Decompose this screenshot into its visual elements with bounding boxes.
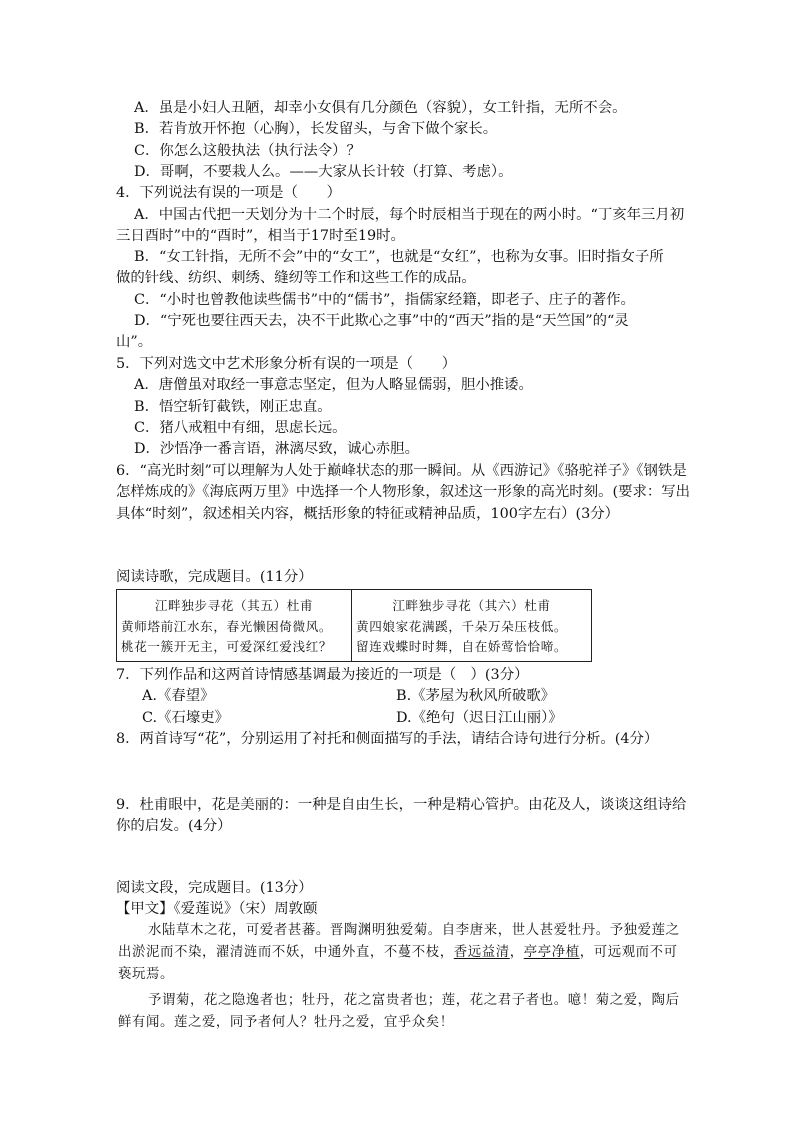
q6-line-1: 6．“高光时刻”可以理解为人处于巅峰状态的那一瞬间。从《西游记》《骆驼祥子》《钢铁是: [116, 463, 687, 479]
q6-line-3: 具体“时刻”，叙述相关内容，概括形象的特征或精神品质，100字左右）(3分）: [116, 506, 620, 522]
poem-1-title: 江畔独步寻花（其五）杜甫: [154, 598, 314, 613]
poem-table: [116, 589, 592, 662]
poem-cell-2: [352, 590, 592, 662]
q4-stem: 4．下列说法有误的一项是（ ）: [116, 185, 342, 201]
q7-option-d: D.《绝句（迟日江山丽）》: [396, 710, 563, 726]
q9-line-1: 9．杜甫眼中，花是美丽的：一种是自由生长，一种是精心管护。由花及人，谈谈这组诗给: [116, 797, 687, 813]
q5-option-b: B．悟空斩钉截铁，刚正忠直。: [134, 399, 332, 415]
poem-2-title: 江畔独步寻花（其六）杜甫: [392, 598, 551, 613]
q4-option-a: A．中国古代把一天划分为十二个时辰，每个时辰相当于现在的两小时。“丁亥年三月初: [134, 207, 685, 223]
jiawen-p1-line-3: 亵玩焉。: [118, 967, 174, 982]
q5-option-a: A．唐僧虽对取经一事意志坚定，但为人略显儒弱，胆小推诿。: [134, 377, 533, 393]
underlined-phrase-1: 香远益清: [453, 945, 510, 960]
q4-option-d: D．“宁死也要往西天去，决不干此欺心之事”中的“西天”指的是“天竺国”的“灵: [134, 313, 629, 329]
q7-option-b: B.《茅屋为秋风所破歌》: [396, 688, 556, 704]
jiawen-p2-line-2: 鲜有闻。莲之爱，同予者何人？牡丹之爱，宜乎众矣！: [118, 1015, 454, 1030]
jiawen-text-tail: ，可远观而不可: [579, 945, 678, 960]
poem-cell-1: [117, 590, 352, 662]
jiawen-p2-line-1: 予谓菊，花之隐逸者也；牡丹，花之富贵者也；莲，花之君子者也。噫！菊之爱，陶后: [148, 993, 680, 1008]
underlined-phrase-2: 亭亭净植: [523, 945, 580, 960]
q4-option-a-cont: 三日酉时”中的“酉时”，相当于17时至19时。: [116, 228, 405, 244]
jiawen-p1-line-2: [118, 943, 678, 963]
jiawen-p1-line-1: 水陆草木之花，可爱者甚蕃。晋陶渊明独爱菊。自李唐来，世人甚爱牡丹。予独爱莲之: [148, 923, 680, 938]
q5-option-c: C．猪八戒粗中有细，思虑长远。: [134, 420, 347, 436]
poem-2-line-2: 留连戏蝶时时舞，自在娇莺恰恰啼。: [356, 639, 568, 654]
q3-option-a: A．虽是小妇人丑陋，却幸小女俱有几分颜色（容貌），女工针指，无所不会。: [134, 100, 627, 116]
q7-stem: 7．下列作品和这两首诗情感基调最为接近的一项是（ ）(3分）: [116, 667, 529, 683]
q9-line-2: 你的启发。(4分）: [116, 818, 232, 834]
poem-1-line-2: 桃花一簇开无主，可爱深红爱浅红？: [121, 639, 333, 654]
q6-line-2: 怎样炼成的》《海底两万里》中选择一个人物形象，叙述这一形象的高光时刻。(要求：写出: [116, 484, 691, 500]
prose-section-heading: 阅读文段，完成题目。(13分）: [116, 880, 313, 896]
q3-option-c: C．你怎么这般执法（执行法令）？: [134, 143, 361, 159]
q4-option-c: C．“小时也曾教他读些儒书”中的“儒书”，指儒家经籍，即老子、庄子的著作。: [134, 292, 635, 308]
q4-option-b-cont: 做的针线、纺织、刺绣、缝纫等工作和这些工作的成品。: [116, 270, 476, 286]
jiawen-title: 【甲文】《爱莲说》（宋）周敦颐: [116, 901, 318, 917]
q4-option-b: B．“女工针指，无所不会”中的“女工”，也就是“女红”，也称为女事。旧时指女子所: [134, 249, 664, 265]
jiawen-text-sep: ，: [509, 945, 524, 960]
q4-option-d-cont: 山”。: [116, 334, 153, 350]
poem-1-line-1: 黄师塔前江水东，春光懒困倚微风。: [121, 618, 333, 634]
poem-section-heading: 阅读诗歌，完成题目。(11分）: [116, 569, 313, 585]
q8-stem: 8．两首诗写“花”，分别运用了衬托和侧面描写的手法，请结合诗句进行分析。(4分）: [116, 731, 659, 747]
q3-option-d: D．哥啊，不要栽人么。——大家从长计较（打算、考虑）。: [134, 164, 513, 180]
poem-2-line-1: 黄四娘家花满蹊，千朵万朵压枝低。: [356, 618, 568, 634]
q5-stem: 5．下列对选文中艺术形象分析有误的一项是（ ）: [116, 356, 457, 372]
q3-option-b: B．若肯放开怀抱（心胸），长发留头，与舍下做个家长。: [134, 121, 498, 137]
q5-option-d: D．沙悟净一番言语，淋漓尽致，诚心赤胆。: [134, 441, 419, 457]
jiawen-text: 出淤泥而不染，濯清涟而不妖，中通外直，不蔓不枝，: [118, 945, 454, 960]
q7-option-a: A.《春望》: [142, 688, 215, 704]
q7-option-c: C.《石壕吏》: [142, 710, 230, 726]
